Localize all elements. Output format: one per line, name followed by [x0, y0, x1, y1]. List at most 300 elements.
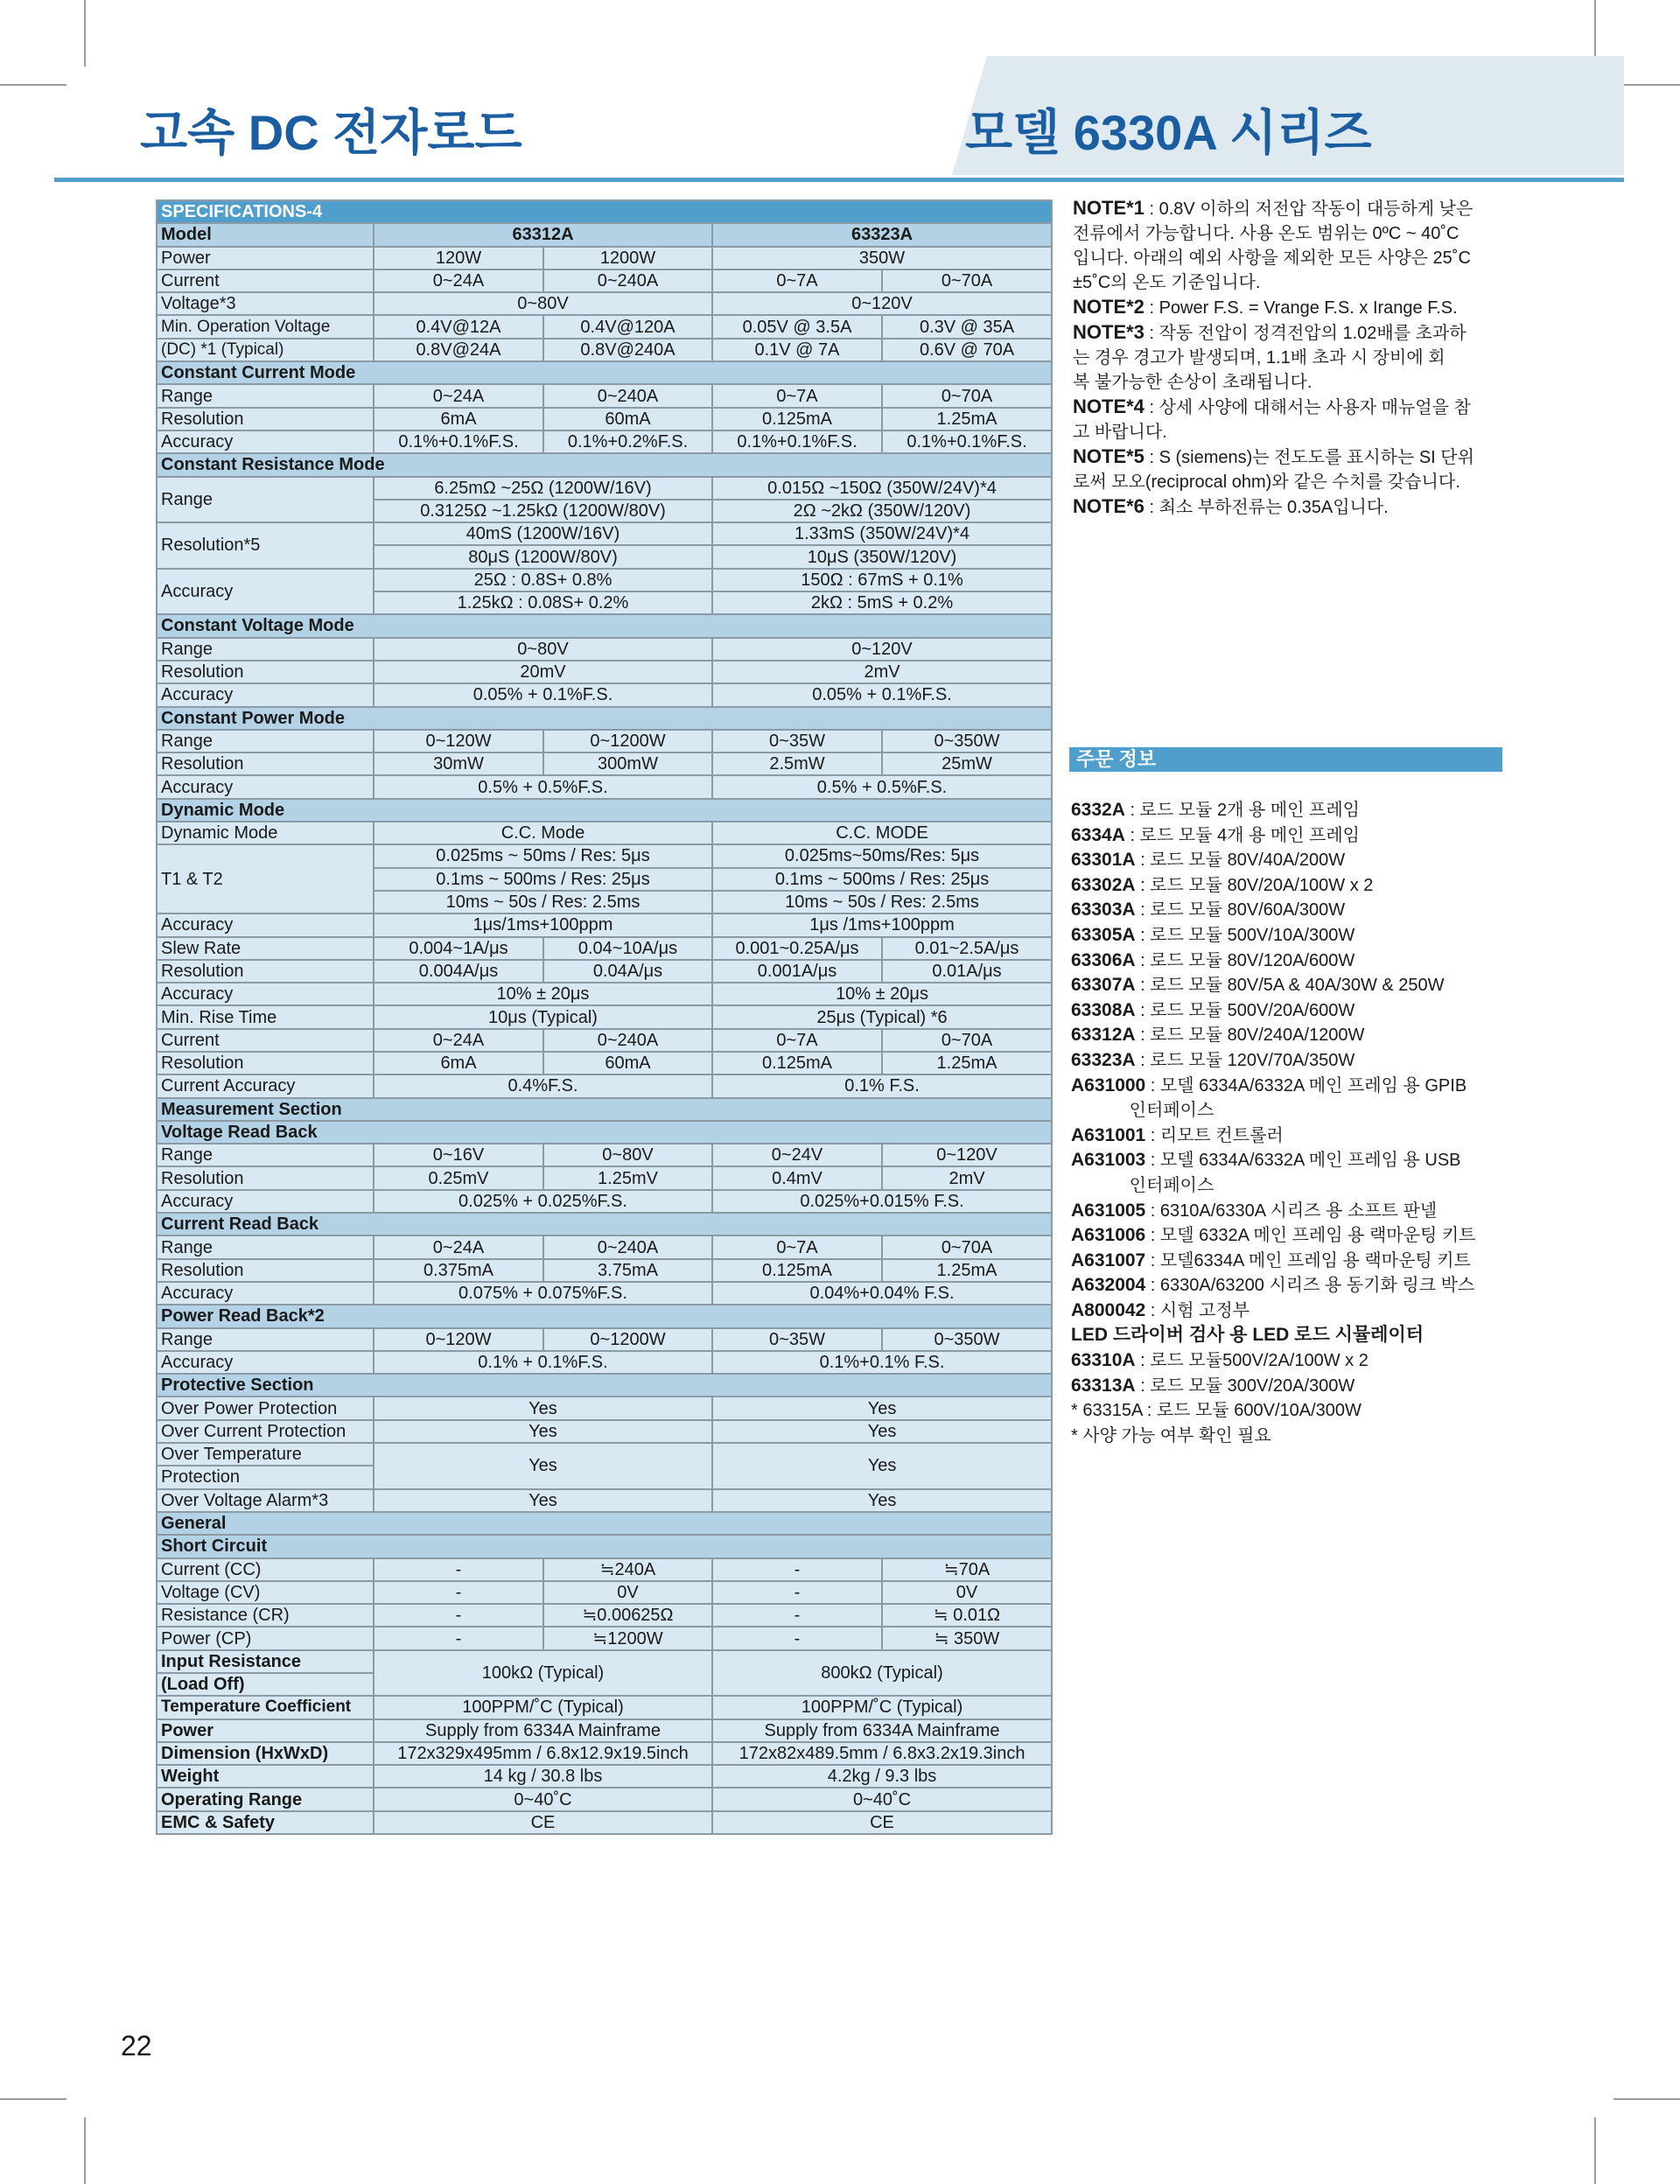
- cell: CE: [712, 1811, 1052, 1834]
- cell: 0~24A: [374, 270, 543, 292]
- order-desc: : 로드 모듈 2개 용 메인 프레임: [1124, 801, 1360, 820]
- row-label: Operating Range: [157, 1788, 374, 1810]
- order-desc: : 로드 모듈 80V/20A/100W x 2: [1135, 875, 1374, 895]
- subsection-title: Power Read Back*2: [157, 1305, 1052, 1327]
- note-text: 로써 모오(reciprocal ohm)와 같은 수치를 갖습니다.: [1073, 472, 1460, 492]
- cell: 0~70A: [882, 1236, 1052, 1258]
- cell: 0~24A: [374, 1029, 543, 1052]
- order-code: 63305A: [1071, 924, 1136, 945]
- subsection-row: [157, 1535, 1052, 1558]
- order-desc: : 6310A/6330A 시리즈 용 소프트 판넬: [1145, 1200, 1438, 1221]
- page-title-left: 고속 DC 전자로드: [140, 105, 522, 160]
- cell: 2.5mW: [712, 752, 882, 775]
- order-item: [1071, 898, 1526, 923]
- table-row: [157, 1282, 1052, 1305]
- cell: 0~24V: [712, 1144, 882, 1166]
- cell: Supply from 6334A Mainframe: [712, 1719, 1052, 1742]
- cell: 0~7A: [712, 384, 882, 407]
- row-label: Over Power Protection: [157, 1396, 374, 1419]
- order-desc: : 모델 6332A 메인 프레임 용 랙마운팅 키트: [1145, 1226, 1476, 1246]
- cell: 0~120V: [712, 292, 1052, 315]
- table-row: [157, 1765, 1052, 1788]
- cell: 0.1% + 0.1%F.S.: [374, 1351, 712, 1374]
- row-label: Voltage*3: [157, 292, 374, 315]
- section-title: General: [157, 1512, 1052, 1535]
- order-item: [1071, 1298, 1526, 1324]
- note-text: 복 불가능한 손상이 초래됩니다.: [1073, 373, 1312, 392]
- cell: 1.25mA: [882, 1259, 1052, 1282]
- table-row: [157, 683, 1052, 706]
- section-title: Constant Resistance Mode: [157, 453, 1052, 476]
- order-desc: : 로드 모듈 80V/5A & 40A/30W & 250W: [1135, 976, 1445, 996]
- row-label: Accuracy: [157, 1282, 374, 1305]
- note-text: : 0.8V 이하의 저전압 작동이 대등하게 낮은: [1144, 200, 1474, 219]
- row-label: Accuracy: [157, 983, 374, 1005]
- cell: 10ms ~ 50s / Res: 2.5ms: [712, 891, 1052, 914]
- model-a: 63312A: [374, 223, 712, 246]
- cell: -: [374, 1558, 543, 1581]
- cell: 14 kg / 30.8 lbs: [374, 1765, 712, 1788]
- cell: CE: [374, 1811, 712, 1834]
- row-label: EMC & Safety: [157, 1811, 374, 1834]
- cell: 1.25mA: [882, 408, 1052, 430]
- row-label: Range: [157, 1144, 374, 1166]
- order-code: A800042: [1071, 1299, 1146, 1320]
- row-label: Accuracy: [157, 1351, 374, 1374]
- table-row: [157, 1420, 1052, 1443]
- row-label: Range: [157, 1328, 374, 1351]
- note-key: NOTE*2: [1073, 296, 1144, 318]
- table-row: [157, 247, 1052, 270]
- cell: 0.1%+0.2%F.S.: [543, 430, 712, 453]
- order-code: A631003: [1071, 1150, 1146, 1171]
- note-text: : Power F.S. = Vrange F.S. x Irange F.S.: [1144, 298, 1458, 318]
- row-label: Resolution: [157, 1166, 374, 1189]
- order-item: [1071, 1223, 1526, 1249]
- order-code: A631007: [1071, 1250, 1146, 1270]
- note-text: : 최소 부하전류는 0.35A입니다.: [1144, 498, 1389, 517]
- order-desc: : 모델 6334A/6332A 메인 프레임 용 GPIB: [1145, 1075, 1467, 1096]
- note-key: NOTE*1: [1073, 197, 1144, 219]
- order-desc: : 로드 모듈 4개 용 메인 프레임: [1124, 825, 1360, 845]
- cell: 0.4V@120A: [543, 315, 712, 338]
- order-code: 63301A: [1071, 850, 1136, 871]
- cell: -: [374, 1604, 543, 1627]
- row-label: Slew Rate: [157, 937, 374, 960]
- cell: 2Ω ~2kΩ (350W/120V): [712, 500, 1052, 522]
- order-desc: : 모델 6334A/6332A 메인 프레임 용 USB: [1145, 1151, 1461, 1171]
- note-key: NOTE*3: [1073, 321, 1144, 343]
- note-text: : 상세 사양에 대해서는 사용자 매뉴얼을 참: [1144, 398, 1471, 417]
- order-desc: 인터페이스: [1071, 1175, 1214, 1195]
- cell: 0~70A: [882, 270, 1052, 292]
- note-text: ±5˚C의 온도 기준입니다.: [1073, 273, 1261, 292]
- cell: 0.04%+0.04% F.S.: [712, 1282, 1052, 1305]
- cell: 0.1%+0.1%F.S.: [882, 430, 1052, 453]
- cell: Yes: [712, 1443, 1052, 1489]
- row-label: Resolution: [157, 661, 374, 683]
- row-label: Voltage (CV): [157, 1581, 374, 1604]
- order-desc: : 모델6334A 메인 프레임 용 랙마운팅 키트: [1145, 1250, 1471, 1270]
- cell: 0~35W: [712, 730, 882, 752]
- table-row: [157, 1190, 1052, 1213]
- cell: 0.3V @ 35A: [882, 315, 1052, 338]
- cell: 0.04~10A/μs: [543, 937, 712, 960]
- order-code: 63323A: [1071, 1049, 1136, 1070]
- cell: 0.05V @ 3.5A: [712, 315, 882, 338]
- order-item: [1071, 1048, 1526, 1074]
- table-row: [157, 1074, 1052, 1097]
- order-item: [1071, 1323, 1526, 1348]
- section-title: Constant Power Mode: [157, 707, 1052, 730]
- cell: 150Ω : 67mS + 0.1%: [712, 569, 1052, 592]
- cell: 10μs (Typical): [374, 1005, 712, 1028]
- row-label: Over Temperature: [157, 1443, 374, 1466]
- cell: 0.1%+0.1% F.S.: [712, 1351, 1052, 1374]
- cell: 0~350W: [882, 1328, 1052, 1351]
- table-row: [157, 292, 1052, 315]
- table-row: [157, 522, 1052, 545]
- order-item: [1071, 798, 1526, 823]
- section-title: Measurement Section: [157, 1098, 1052, 1121]
- table-row: [157, 1650, 1052, 1673]
- note-text: 는 경우 경고가 발생되며, 1.1배 초과 시 장비에 회: [1073, 348, 1446, 368]
- row-label: Resolution: [157, 408, 374, 430]
- table-row: [157, 1052, 1052, 1074]
- cell: 10% ± 20μs: [712, 983, 1052, 1005]
- crop-mark: [0, 2098, 66, 2100]
- row-label: Min. Rise Time: [157, 1005, 374, 1028]
- row-label: Accuracy: [157, 430, 374, 453]
- crop-mark: [0, 84, 66, 86]
- cell: 0.001~0.25A/μs: [712, 937, 882, 960]
- note-2: [1073, 295, 1519, 320]
- subsection-row: [157, 1305, 1052, 1327]
- order-item: [1071, 998, 1526, 1024]
- order-info-list: [1071, 798, 1526, 1448]
- order-code: 63308A: [1071, 999, 1136, 1020]
- cell: 120W: [374, 247, 543, 270]
- table-row: [157, 638, 1052, 661]
- order-desc: : 리모트 컨트롤러: [1145, 1125, 1284, 1145]
- order-item: [1071, 1273, 1526, 1298]
- note-6: [1073, 494, 1519, 520]
- table-row: [157, 822, 1052, 844]
- cell: -: [374, 1627, 543, 1649]
- cell: 0.1ms ~ 500ms / Res: 25μs: [712, 868, 1052, 891]
- row-label: Accuracy: [157, 683, 374, 706]
- cell: 0.5% + 0.5%F.S.: [374, 775, 712, 798]
- row-label: Range: [157, 730, 374, 752]
- table-row: [157, 1236, 1052, 1258]
- note-text: : 작동 전압이 정격전압의 1.02배를 초과하: [1144, 324, 1466, 343]
- order-desc: : 로드 모듈 500V/20A/600W: [1135, 1000, 1355, 1020]
- cell: 0~40˚C: [712, 1788, 1052, 1810]
- order-code: LED 드라이버 검사 용 LED 로드 시뮬레이터: [1071, 1325, 1424, 1346]
- crop-mark: [84, 2118, 86, 2184]
- row-label: Min. Operation Voltage: [157, 315, 374, 338]
- cell: 1200W: [543, 247, 712, 270]
- table-row: [157, 661, 1052, 683]
- cell: 0.5% + 0.5%F.S.: [712, 775, 1052, 798]
- row-label: Range: [157, 384, 374, 407]
- cell: 0.8V@24A: [374, 339, 543, 361]
- table-row: [157, 1558, 1052, 1581]
- cell: 0.075% + 0.075%F.S.: [374, 1282, 712, 1305]
- cell: 80μS (1200W/80V): [374, 545, 712, 568]
- order-desc: * 63315A : 로드 모듈 600V/10A/300W: [1071, 1401, 1362, 1421]
- crop-mark: [1594, 2118, 1596, 2184]
- header-rule: [54, 178, 1624, 182]
- row-label: (Load Off): [157, 1673, 374, 1696]
- row-label: Input Resistance: [157, 1650, 374, 1673]
- cell: 6mA: [374, 408, 543, 430]
- spec-banner: SPECIFICATIONS-4: [157, 200, 1052, 223]
- cell: 0~35W: [712, 1328, 882, 1351]
- cell: 100PPM/˚C (Typical): [712, 1696, 1052, 1718]
- table-row: [157, 937, 1052, 960]
- table-row: [157, 1443, 1052, 1466]
- note-text: : S (siemens)는 전도도를 표시하는 SI 단위: [1144, 448, 1474, 467]
- cell: 0.375mA: [374, 1259, 543, 1282]
- table-row: [157, 775, 1052, 798]
- note-key: NOTE*6: [1073, 495, 1144, 517]
- table-row: [157, 408, 1052, 430]
- cell: -: [712, 1627, 882, 1649]
- cell: 0.025ms~50ms/Res: 5μs: [712, 844, 1052, 867]
- order-item: [1071, 848, 1526, 873]
- table-row: [157, 1351, 1052, 1374]
- row-label: Accuracy: [157, 569, 374, 615]
- cell: 2mV: [712, 661, 1052, 683]
- table-row: [157, 1029, 1052, 1052]
- cell: Yes: [374, 1420, 712, 1443]
- spec-banner-row: [157, 200, 1052, 223]
- subsection-title: Short Circuit: [157, 1535, 1052, 1558]
- row-label: Power (CP): [157, 1627, 374, 1649]
- order-item: [1071, 1148, 1526, 1173]
- cell: 3.75mA: [543, 1259, 712, 1282]
- cell: 0.05% + 0.1%F.S.: [712, 683, 1052, 706]
- row-label: Resolution: [157, 960, 374, 983]
- cell: 0.04A/μs: [543, 960, 712, 983]
- order-info-heading: 주문 정보: [1069, 747, 1502, 772]
- cell: 0.01~2.5A/μs: [882, 937, 1052, 960]
- order-code: 6334A: [1071, 824, 1125, 845]
- page-title-right: 모델 6330A 시리즈: [965, 105, 1372, 160]
- order-item: [1071, 1374, 1526, 1399]
- cell: 0~7A: [712, 1236, 882, 1258]
- cell: -: [712, 1558, 882, 1581]
- table-row: [157, 1328, 1052, 1351]
- table-row: [157, 1719, 1052, 1742]
- cell: 0.1ms ~ 500ms / Res: 25μs: [374, 868, 712, 891]
- cell: Yes: [374, 1489, 712, 1512]
- cell: C.C. MODE: [712, 822, 1052, 844]
- section-title: Constant Voltage Mode: [157, 614, 1052, 637]
- cell: 0~7A: [712, 270, 882, 292]
- cell: 0~240A: [543, 384, 712, 407]
- cell: ≒240A: [543, 1558, 712, 1581]
- table-row: [157, 1489, 1052, 1512]
- section-title: Protective Section: [157, 1374, 1052, 1396]
- cell: -: [374, 1581, 543, 1604]
- order-code: 63302A: [1071, 874, 1136, 895]
- cell: 0~40˚C: [374, 1788, 712, 1810]
- cell: ≒ 0.01Ω: [882, 1604, 1052, 1627]
- spec-table-wrap: [156, 200, 1051, 1835]
- crop-mark: [1614, 2098, 1680, 2100]
- cell: 60mA: [543, 408, 712, 430]
- order-desc: 인터페이스: [1071, 1101, 1214, 1121]
- section-row: [157, 1098, 1052, 1121]
- model-row: [157, 223, 1052, 246]
- table-row: [157, 1604, 1052, 1627]
- cell: 4.2kg / 9.3 lbs: [712, 1765, 1052, 1788]
- cell: 0.025ms ~ 50ms / Res: 5μs: [374, 844, 712, 867]
- row-label: Power: [157, 1719, 374, 1742]
- note-5: [1073, 444, 1519, 494]
- cell: 40mS (1200W/16V): [374, 522, 712, 545]
- row-label: Resolution: [157, 1259, 374, 1282]
- note-text: 입니다. 아래의 예외 사항을 제외한 모든 사양은 25˚C: [1073, 248, 1471, 268]
- cell: 0.004~1A/μs: [374, 937, 543, 960]
- section-row: [157, 614, 1052, 637]
- cell: 0.025% + 0.025%F.S.: [374, 1190, 712, 1213]
- cell: 25Ω : 0.8S+ 0.8%: [374, 569, 712, 592]
- notes-block: [1073, 196, 1519, 520]
- row-label: Resolution: [157, 1052, 374, 1074]
- order-desc: : 시험 고정부: [1145, 1300, 1250, 1320]
- section-title: Dynamic Mode: [157, 799, 1052, 822]
- cell: 1.33mS (350W/24V)*4: [712, 522, 1052, 545]
- cell: 10ms ~ 50s / Res: 2.5ms: [374, 891, 712, 914]
- row-label: Current (CC): [157, 1558, 374, 1581]
- cell: 0V: [882, 1581, 1052, 1604]
- section-row: [157, 707, 1052, 730]
- cell: 800kΩ (Typical): [712, 1650, 1052, 1697]
- order-item: [1071, 1124, 1526, 1149]
- cell: ≒70A: [882, 1558, 1052, 1581]
- cell: Yes: [374, 1396, 712, 1419]
- cell: 0.1V @ 7A: [712, 339, 882, 361]
- row-label: Current Accuracy: [157, 1074, 374, 1097]
- order-code: 63310A: [1071, 1350, 1136, 1371]
- cell: 1μs/1ms+100ppm: [374, 914, 712, 936]
- table-row: [157, 569, 1052, 592]
- row-label: Power: [157, 247, 374, 270]
- cell: 0~120W: [374, 730, 543, 752]
- subsection-title: Voltage Read Back: [157, 1121, 1052, 1144]
- cell: 0.6V @ 70A: [882, 339, 1052, 361]
- cell: ≒1200W: [543, 1627, 712, 1649]
- row-label: Resolution: [157, 752, 374, 775]
- cell: 0.125mA: [712, 408, 882, 430]
- cell: 2mV: [882, 1166, 1052, 1189]
- cell: 0.125mA: [712, 1052, 882, 1074]
- order-item: [1071, 823, 1526, 849]
- order-desc: : 로드 모듈 80V/120A/600W: [1135, 950, 1355, 970]
- row-label: T1 & T2: [157, 844, 374, 914]
- cell: -: [712, 1604, 882, 1627]
- order-item: [1071, 1424, 1526, 1449]
- cell: 0V: [543, 1581, 712, 1604]
- subsection-title: Current Read Back: [157, 1213, 1052, 1236]
- table-row: [157, 1259, 1052, 1282]
- cell: 25μs (Typical) *6: [712, 1005, 1052, 1028]
- table-row: [157, 914, 1052, 936]
- note-3: [1073, 320, 1519, 395]
- table-row: [157, 315, 1052, 338]
- order-code: A632004: [1071, 1275, 1146, 1296]
- row-label: Current: [157, 270, 374, 292]
- order-code: A631006: [1071, 1225, 1146, 1246]
- section-row: [157, 1374, 1052, 1396]
- order-item: [1071, 1173, 1526, 1199]
- cell: Yes: [712, 1489, 1052, 1512]
- cell: 1.25kΩ : 0.08S+ 0.2%: [374, 592, 712, 614]
- table-row: [157, 983, 1052, 1005]
- cell: C.C. Mode: [374, 822, 712, 844]
- cell: 0~16V: [374, 1144, 543, 1166]
- table-row: [157, 1396, 1052, 1419]
- cell: 350W: [712, 247, 1052, 270]
- order-desc: : 로드 모듈 500V/10A/300W: [1135, 925, 1355, 945]
- note-1: [1073, 196, 1519, 295]
- row-label: Protection: [157, 1466, 374, 1488]
- note-4: [1073, 395, 1519, 444]
- cell: 300mW: [543, 752, 712, 775]
- order-desc: * 사양 가능 여부 확인 필요: [1071, 1425, 1271, 1446]
- crop-mark: [84, 0, 86, 66]
- order-item: [1071, 1249, 1526, 1274]
- subsection-row: [157, 1213, 1052, 1236]
- order-item: [1071, 1098, 1526, 1124]
- cell: 0~240A: [543, 1029, 712, 1052]
- model-label: Model: [157, 223, 374, 246]
- table-row: [157, 730, 1052, 752]
- section-row: [157, 799, 1052, 822]
- row-label: Current: [157, 1029, 374, 1052]
- cell: 0.01A/μs: [882, 960, 1052, 983]
- cell: 0~120W: [374, 1328, 543, 1351]
- row-label: Range: [157, 477, 374, 523]
- row-label: Range: [157, 638, 374, 661]
- cell: 30mW: [374, 752, 543, 775]
- cell: 1.25mV: [543, 1166, 712, 1189]
- row-label: Dynamic Mode: [157, 822, 374, 844]
- cell: 172x82x489.5mm / 6.8x3.2x19.3inch: [712, 1742, 1052, 1765]
- spec-table: [156, 200, 1053, 1835]
- cell: 0.3125Ω ~1.25kΩ (1200W/80V): [374, 500, 712, 522]
- cell: 0.4%F.S.: [374, 1074, 712, 1097]
- cell: 0.4V@12A: [374, 315, 543, 338]
- cell: 25mW: [882, 752, 1052, 775]
- cell: Yes: [374, 1443, 712, 1489]
- note-key: NOTE*4: [1073, 396, 1144, 417]
- cell: 20mV: [374, 661, 712, 683]
- cell: 0.001A/μs: [712, 960, 882, 983]
- section-row: [157, 361, 1052, 384]
- table-row: [157, 1005, 1052, 1028]
- cell: ≒ 350W: [882, 1627, 1052, 1649]
- cell: 0~240A: [543, 1236, 712, 1258]
- order-code: 63313A: [1071, 1375, 1136, 1396]
- row-label: Temperature Coefficient: [157, 1696, 374, 1718]
- cell: 0.004A/μs: [374, 960, 543, 983]
- order-item: [1071, 1023, 1526, 1048]
- cell: 6mA: [374, 1052, 543, 1074]
